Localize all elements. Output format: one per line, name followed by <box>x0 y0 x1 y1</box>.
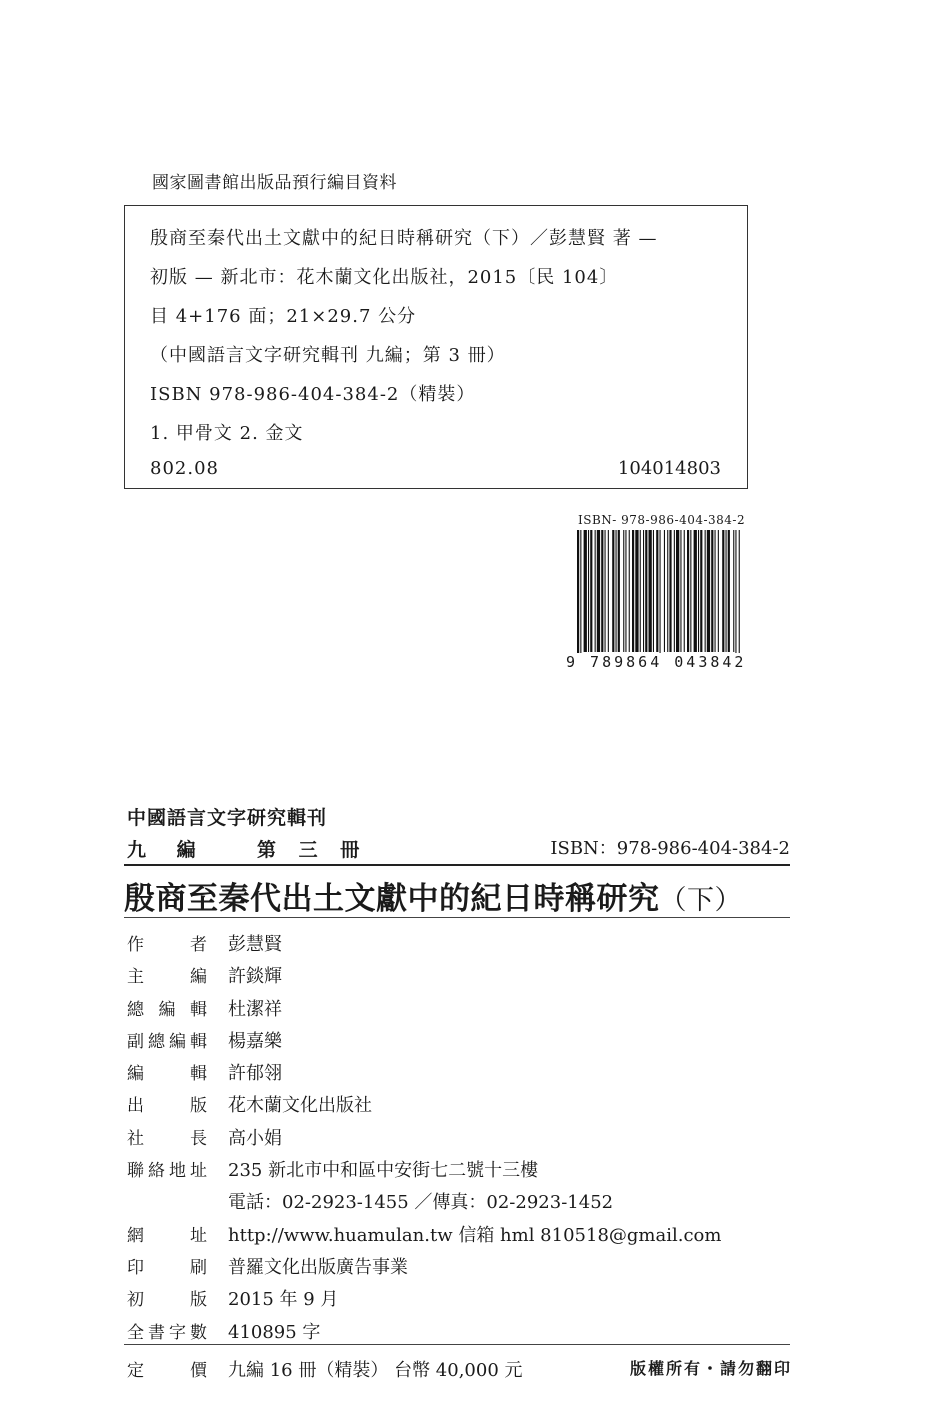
barcode-bar <box>733 530 734 652</box>
barcode-bar <box>640 530 641 652</box>
detail-value: 許錟輝 <box>228 966 282 988</box>
book-title <box>124 873 742 918</box>
barcode-bar <box>687 530 689 652</box>
detail-row-phone-fax <box>127 1184 792 1216</box>
detail-label: 作者 <box>127 935 207 955</box>
detail-value: http://www.huamulan.tw 信箱 hml 810518@gmail.com <box>228 1224 722 1246</box>
barcode-bar <box>676 530 679 652</box>
cip-record-number: 104014803 <box>617 458 721 479</box>
detail-value: 杜潔祥 <box>228 998 282 1020</box>
barcode-bar <box>694 530 697 652</box>
cip-line-isbn: ISBN 978-986-404-384-2（精裝） <box>150 384 476 405</box>
barcode-bar <box>612 530 614 652</box>
copyright-notice: 版權所有・請勿翻印 <box>629 1358 792 1378</box>
barcode-bar <box>726 530 727 652</box>
barcode-bar <box>580 530 581 662</box>
barcode-bar <box>629 530 630 652</box>
barcode-bar <box>618 530 620 652</box>
detail-label: 主編 <box>127 967 207 988</box>
barcode-bar <box>577 530 579 662</box>
cip-header: 國家圖書館出版品預行編目資料 <box>152 173 397 193</box>
detail-label: 網址 <box>127 1225 207 1246</box>
detail-label: 初版 <box>127 1290 207 1311</box>
barcode-bar <box>700 530 702 652</box>
detail-value: 許郁翎 <box>228 1063 282 1085</box>
book-title-main: 殷商至秦代出土文獻中的紀日時稱研究 <box>124 881 660 917</box>
cip-line-series: （中國語言文字研究輯刊 九編；第 3 冊） <box>150 345 506 366</box>
cip-line-classification: 802.08 <box>150 458 219 479</box>
detail-value: 花木蘭文化出版社 <box>228 1095 372 1117</box>
barcode-bar <box>705 530 706 652</box>
barcode-bar <box>711 530 713 652</box>
cip-line-publisher: 初版 — 新北市：花木蘭文化出版社，2015〔民 104〕 <box>150 267 619 288</box>
detail-value: 楊嘉樂 <box>228 1030 282 1052</box>
barcode-digits: 9 789864 043842 <box>566 653 747 671</box>
edition-line <box>127 835 367 862</box>
barcode-bar <box>684 530 685 652</box>
detail-value: 彭慧賢 <box>228 934 282 955</box>
barcode-bar <box>660 530 661 662</box>
barcode-bar <box>616 530 617 652</box>
barcode-bar <box>698 530 699 652</box>
cip-line-subjects: 1. 甲骨文 2. 金文 <box>150 423 304 444</box>
barcode-bar <box>728 530 730 652</box>
detail-row-price <box>127 1352 792 1384</box>
detail-label: 印刷 <box>127 1257 207 1278</box>
title-rule-top <box>124 864 790 866</box>
detail-label: 聯絡地址 <box>127 1161 207 1182</box>
barcode-bar <box>625 530 626 652</box>
barcode-bar <box>590 530 592 652</box>
barcode-bar <box>669 530 671 652</box>
edition-number: 九 編 <box>127 839 208 861</box>
barcode-bar <box>597 530 600 652</box>
detail-row-editor <box>127 1055 792 1087</box>
barcode-bar <box>645 530 647 652</box>
barcode-bar <box>715 530 716 652</box>
detail-row-deputy-general-editor <box>127 1023 792 1055</box>
barcode-bar <box>649 530 652 652</box>
barcode-bar <box>718 530 719 652</box>
detail-label: 出版 <box>127 1096 207 1117</box>
barcode-isbn-text: ISBN- 978-986-404-384-2 <box>578 513 746 527</box>
detail-label: 全書字數 <box>127 1322 207 1343</box>
detail-row-author <box>127 926 792 958</box>
barcode-bar <box>680 530 681 652</box>
detail-value: 2015 年 9 月 <box>228 1289 339 1311</box>
volume-number: 第 三 冊 <box>257 839 368 861</box>
detail-label: 編輯 <box>127 1064 207 1085</box>
detail-value: 高小娟 <box>228 1127 282 1149</box>
detail-row-website <box>127 1217 792 1249</box>
detail-row-first-edition <box>127 1281 792 1313</box>
detail-value: 235 新北市中和區中安街七二號十三樓 <box>228 1160 539 1182</box>
series-name: 中國語言文字研究輯刊 <box>127 807 328 829</box>
barcode-bar <box>584 530 587 652</box>
cip-line-title: 殷商至秦代出土文獻中的紀日時稱研究（下）／彭慧賢 著 — <box>150 228 658 249</box>
barcode-bar <box>595 530 596 652</box>
detail-row-word-count <box>127 1314 792 1346</box>
detail-row-publisher <box>127 1087 792 1119</box>
cip-record-box <box>124 205 748 489</box>
barcode-bar <box>735 530 736 662</box>
barcode-bar <box>605 530 606 652</box>
barcode-bar <box>722 530 724 652</box>
detail-label: 社長 <box>127 1128 207 1149</box>
title-rule-bottom <box>124 917 790 918</box>
detail-row-general-editor <box>127 991 792 1023</box>
barcode-bar <box>739 530 740 662</box>
barcode-bar <box>643 530 644 652</box>
barcode-bar <box>601 530 603 652</box>
detail-row-printer <box>127 1249 792 1281</box>
isbn-barcode <box>573 530 745 670</box>
detail-value: 九編 16 冊（精裝） 台幣 40,000 元 <box>228 1359 523 1381</box>
detail-value: 普羅文化出版廣告事業 <box>228 1256 408 1278</box>
barcode-bar <box>623 530 624 652</box>
barcode-bar <box>707 530 710 652</box>
barcode-bar <box>664 530 665 652</box>
detail-value: 電話：02-2923-1455 ／傳真：02-2923-1452 <box>228 1192 614 1214</box>
barcode-bar <box>635 530 638 652</box>
barcode-bar <box>632 530 634 652</box>
book-title-volume: （下） <box>659 885 742 916</box>
barcode-bar <box>588 530 589 652</box>
detail-label: 總編輯 <box>127 999 207 1020</box>
detail-row-chief-editor <box>127 958 792 990</box>
cip-line-pages: 目 4+176 面；21×29.7 公分 <box>150 306 417 327</box>
detail-row-address <box>127 1152 792 1184</box>
barcode-bar <box>674 530 675 652</box>
barcode-bar <box>667 530 668 652</box>
detail-value: 410895 字 <box>228 1321 321 1343</box>
colophon-details <box>127 926 792 1384</box>
barcode-bar <box>656 530 658 652</box>
detail-label: 定價 <box>127 1360 207 1381</box>
detail-label: 副總編輯 <box>127 1031 207 1052</box>
barcode-bar <box>608 530 609 652</box>
barcode-bar <box>653 530 654 652</box>
colophon-isbn: ISBN：978-986-404-384-2 <box>550 838 790 859</box>
barcode-bar <box>690 530 691 652</box>
price-rule <box>124 1344 790 1345</box>
detail-row-president <box>127 1120 792 1152</box>
